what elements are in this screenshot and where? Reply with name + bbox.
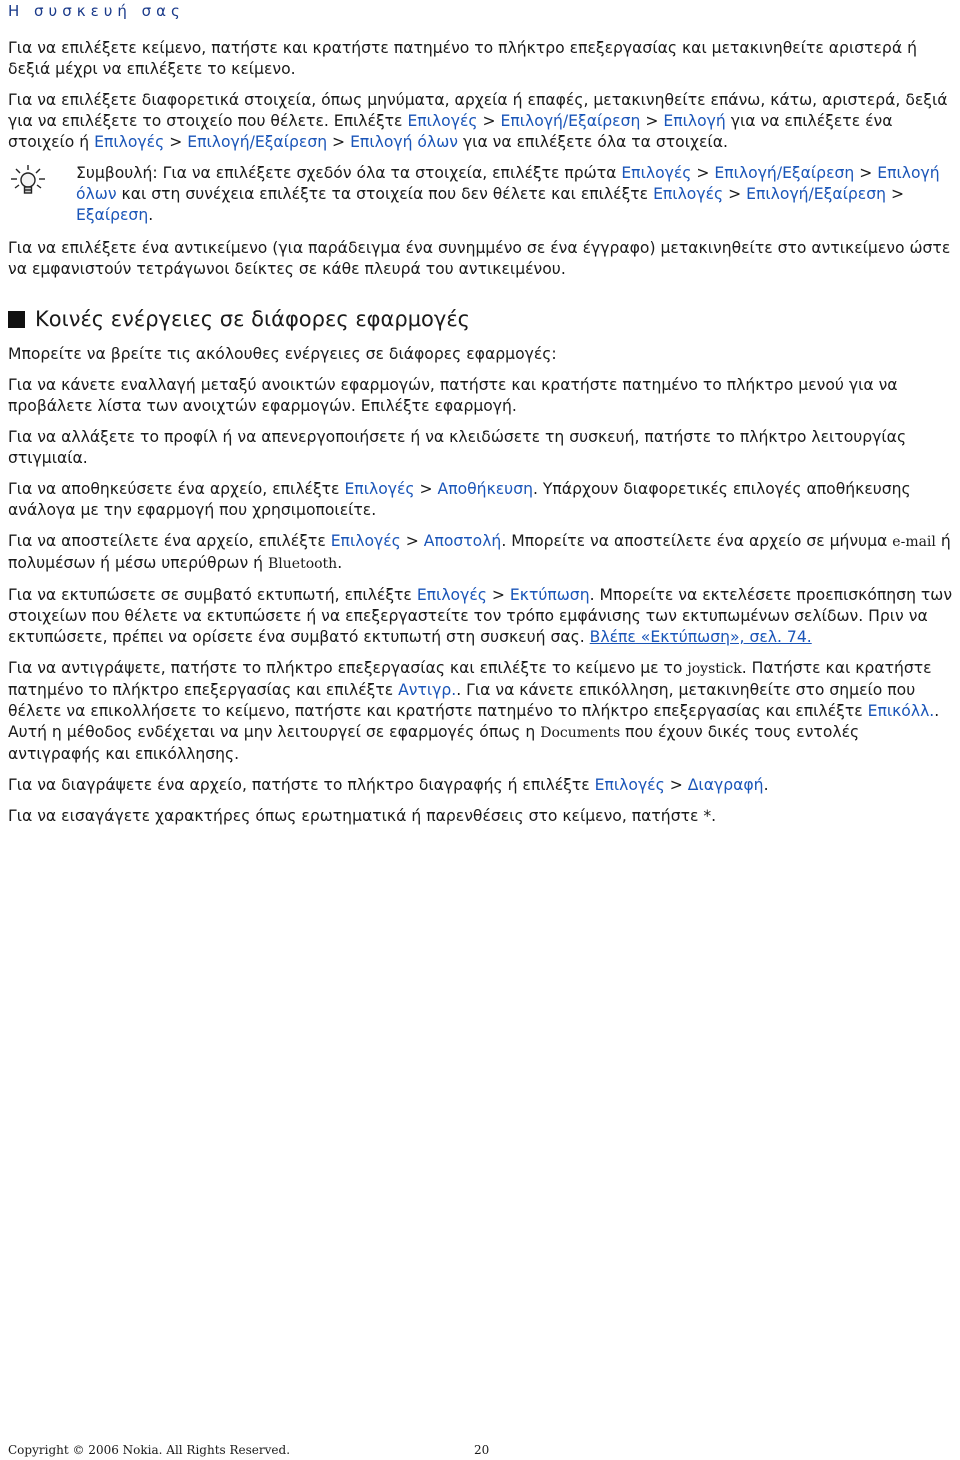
paragraph-send — [8, 531, 954, 575]
text-run: ή πολυμέσων ή μέσω υπερύθρων ή — [8, 532, 951, 572]
menu-term: Επιλογή όλων — [76, 164, 940, 203]
menu-term: Αποθήκευση — [437, 480, 533, 498]
print-cross-reference-link[interactable]: Βλέπε «Εκτύπωση», σελ. 74. — [589, 628, 812, 646]
term-documents: Documents — [540, 725, 621, 741]
text-run: > — [400, 532, 424, 550]
menu-term: Επιλογή όλων — [350, 133, 458, 151]
text-run: > — [640, 112, 664, 130]
text-run: Για να επιλέξετε διαφορετικά στοιχεία, όπως μηνύματα, αρχεία ή επαφές, μετακινηθείτε επάνω, κάτω, αριστερά, δεξιά για να επιλέξετε το στοιχείο που θέλετε. Επιλέξτε — [8, 91, 948, 130]
running-header: Η συσκευή σας — [8, 2, 185, 20]
text-run: > — [486, 586, 510, 604]
menu-term: Επιλογές — [416, 586, 487, 604]
menu-term: Επιλογή/Εξαίρεση — [500, 112, 641, 130]
text-run: που έχουν δικές τους εντολές αντιγραφής και επικόλλησης. — [8, 723, 860, 763]
menu-term: Εκτύπωση — [509, 586, 590, 604]
menu-term: Επιλογή/Εξαίρεση — [187, 133, 328, 151]
menu-term: Επικόλλ. — [867, 702, 935, 720]
section-heading — [8, 306, 954, 332]
menu-term: Αντιγρ. — [398, 681, 457, 699]
text-run: . Αυτή η μέθοδος ενδέχεται να μην λειτουργεί σε εφαρμογές όπως η — [8, 702, 940, 741]
term-bluetooth: Bluetooth — [268, 556, 338, 572]
text-run: > — [664, 776, 688, 794]
text-run: Για να αντιγράψετε, πατήστε το πλήκτρο επεξεργασίας και επιλέξτε το κείμενο με το — [8, 659, 688, 677]
menu-term: Αποστολή — [423, 532, 502, 550]
body-text — [8, 38, 954, 837]
paragraph-select-text: Για να επιλέξετε κείμενο, πατήστε και κρατήστε πατημένο το πλήκτρο επεξεργασίας και μετακινηθείτε αριστερά ή δεξιά μέχρι να επιλέξετε το κείμενο. — [8, 39, 917, 78]
text-run: . Μπορείτε να αποστείλετε ένα αρχείο σε μήνυμα — [501, 532, 893, 550]
text-run: Για να διαγράψετε ένα αρχείο, πατήστε το πλήκτρο διαγραφής ή επιλέξτε — [8, 776, 595, 794]
text-run: . — [337, 554, 343, 572]
text-run: Για να επιλέξετε σχεδόν όλα τα στοιχεία, επιλέξτε πρώτα — [157, 164, 622, 182]
text-run: > — [691, 164, 715, 182]
paragraph-special-chars: Για να εισαγάγετε χαρακτήρες όπως ερωτηματικά ή παρενθέσεις στο κείμενο, πατήστε *. — [8, 807, 717, 825]
term-email: e-mail — [892, 534, 936, 550]
menu-term: Επιλογές — [344, 480, 415, 498]
text-run: για να επιλέξετε όλα τα στοιχεία. — [457, 133, 728, 151]
paragraph-delete — [8, 775, 954, 796]
text-run: για να επιλέξετε ένα στοιχείο ή — [8, 112, 893, 151]
page-number: 20 — [474, 1443, 490, 1457]
paragraph-save — [8, 479, 954, 521]
text-run: Για να αποστείλετε ένα αρχείο, επιλέξτε — [8, 532, 331, 550]
section-intro: Μπορείτε να βρείτε τις ακόλουθες ενέργειες σε διάφορες εφαρμογές: — [8, 345, 557, 363]
paragraph-select-object: Για να επιλέξετε ένα αντικείμενο (για παράδειγμα ένα συνημμένο σε ένα έγγραφο) μετακινηθείτε στο αντικείμενο ώστε να εμφανιστούν τετράγωνοι δείκτες σε κάθε πλευρά του αντικειμένου. — [8, 239, 951, 278]
menu-term: Επιλογές — [594, 776, 665, 794]
menu-term: Επιλογή — [663, 112, 726, 130]
menu-term: Επιλογές — [653, 185, 724, 203]
text-run: . — [148, 206, 154, 224]
lightbulb-icon — [8, 163, 48, 197]
paragraph-switch-apps: Για να κάνετε εναλλαγή μεταξύ ανοικτών εφαρμογών, πατήστε και κρατήστε πατημένο το πλήκτρο μενού για να προβάλετε λίστα των ανοιχτών εφαρμογών. Επιλέξτε εφαρμογή. — [8, 376, 898, 415]
text-run: . Πατήστε και κρατήστε πατημένο το πλήκτρο επεξεργασίας και επιλέξτε — [8, 659, 932, 699]
text-run: . Μπορείτε να εκτελέσετε προεπισκόπηση των στοιχείων που θέλετε να εκτυπώσετε ή να επεξεργαστείτε τον τρόπο εμφάνισης των εκτυπωμένων σελίδων. Πριν να εκτυπώσετε, πρέπει να ορίσετε ένα συμβατό εκτυπωτή στη συσκευή σας. — [8, 586, 953, 646]
text-run: Για να αποθηκεύσετε ένα αρχείο, επιλέξτε — [8, 480, 345, 498]
term-joystick: joystick — [687, 661, 742, 677]
paragraph-profile: Για να αλλάξετε το προφίλ ή να απενεργοποιήσετε ή να κλειδώσετε τη συσκευή, πατήστε το πλήκτρο λειτουργίας στιγμιαία. — [8, 428, 907, 467]
text-run: . — [763, 776, 769, 794]
menu-term: Επιλογές — [407, 112, 478, 130]
text-run: > — [723, 185, 747, 203]
menu-term: Επιλογές — [94, 133, 165, 151]
text-run: . Υπάρχουν διαφορετικές επιλογές αποθήκευσης ανάλογα με την εφαρμογή που χρησιμοποιείτε. — [8, 480, 911, 519]
menu-term: Επιλογές — [621, 164, 692, 182]
text-run: Για να εκτυπώσετε σε συμβατό εκτυπωτή, επιλέξτε — [8, 586, 417, 604]
menu-term: Εξαίρεση — [76, 206, 149, 224]
text-run: > — [477, 112, 501, 130]
paragraph-print — [8, 585, 954, 648]
menu-term: Επιλογές — [330, 532, 401, 550]
text-run: > — [327, 133, 351, 151]
text-run: > — [414, 480, 438, 498]
text-run: > — [886, 185, 905, 203]
text-run: > — [164, 133, 188, 151]
menu-term: Επιλογή/Εξαίρεση — [746, 185, 887, 203]
text-run: > — [854, 164, 878, 182]
footer-copyright: Copyright © 2006 Nokia. All Rights Reserved. — [8, 1443, 291, 1457]
text-run: και στη συνέχεια επιλέξτε τα στοιχεία που δεν θέλετε και επιλέξτε — [116, 185, 654, 203]
text-run: . Για να κάνετε επικόλληση, μετακινηθείτε στο σημείο που θέλετε να επικολλήσετε το κείμενο, πατήστε και κρατήστε πατημένο το πλήκτρο επεξεργασίας και επιλέξτε — [8, 681, 916, 720]
square-bullet-icon — [8, 311, 25, 328]
paragraph-select-items — [8, 90, 954, 153]
section-heading-text: Κοινές ενέργειες σε διάφορες εφαρμογές — [35, 307, 471, 331]
tip-block — [8, 163, 954, 226]
menu-term: Διαγραφή — [687, 776, 764, 794]
tip-label: Συμβουλή: — [76, 164, 158, 182]
menu-term: Επιλογή/Εξαίρεση — [714, 164, 855, 182]
paragraph-copy-paste — [8, 658, 954, 765]
